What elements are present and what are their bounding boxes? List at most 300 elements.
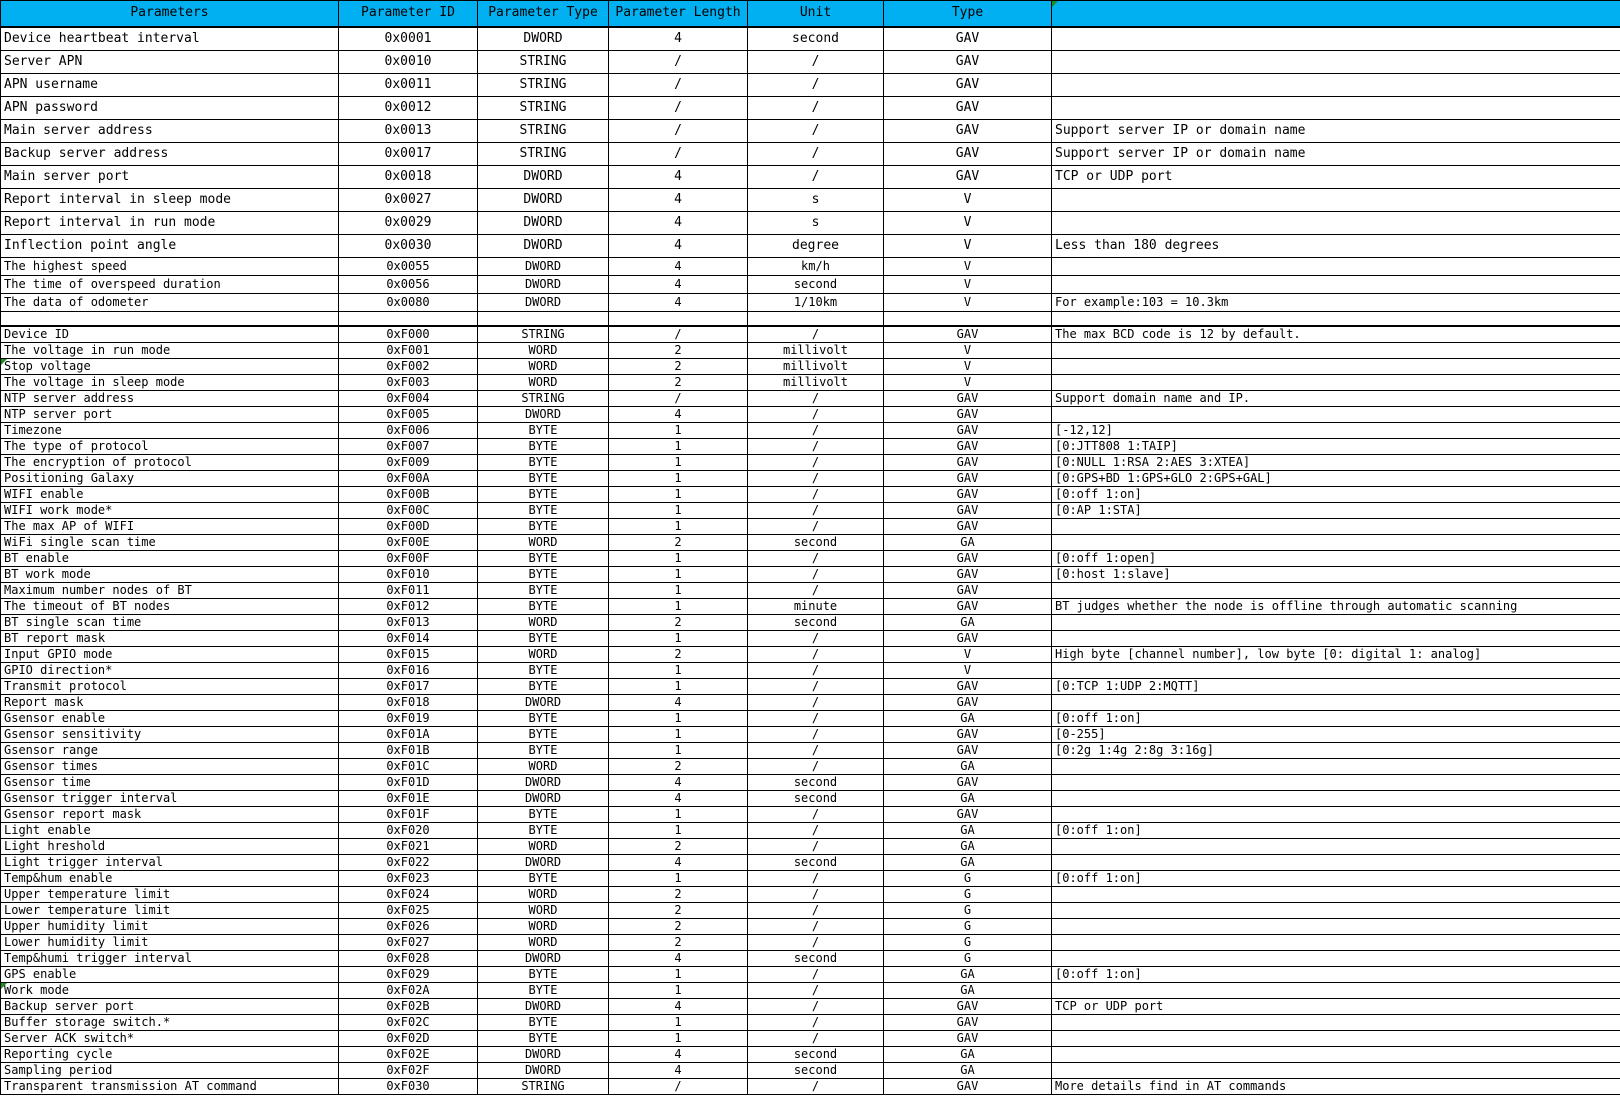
table-cell[interactable]: [609, 1079, 748, 1095]
table-cell[interactable]: [609, 1031, 748, 1047]
table-cell[interactable]: [609, 487, 748, 503]
table-cell[interactable]: [884, 343, 1052, 359]
table-cell[interactable]: [1, 519, 339, 535]
table-cell[interactable]: [478, 727, 609, 743]
table-cell[interactable]: [1052, 391, 1620, 407]
table-cell[interactable]: [609, 663, 748, 679]
table-cell[interactable]: [884, 1063, 1052, 1079]
table-cell[interactable]: [478, 823, 609, 839]
table-cell[interactable]: [478, 871, 609, 887]
table-cell[interactable]: [1052, 695, 1620, 711]
table-cell[interactable]: [1, 471, 339, 487]
table-cell[interactable]: [1052, 343, 1620, 359]
table-cell[interactable]: [884, 727, 1052, 743]
table-cell[interactable]: [884, 967, 1052, 983]
table-cell[interactable]: [339, 294, 478, 312]
table-cell[interactable]: [1, 27, 339, 51]
table-cell[interactable]: [609, 647, 748, 663]
table-cell[interactable]: [884, 839, 1052, 855]
table-cell[interactable]: [1052, 439, 1620, 455]
table-cell[interactable]: [1, 235, 339, 258]
table-cell[interactable]: [1052, 711, 1620, 727]
table-cell[interactable]: [1052, 919, 1620, 935]
table-cell[interactable]: [748, 143, 884, 166]
table-cell[interactable]: [609, 631, 748, 647]
table-cell[interactable]: [339, 235, 478, 258]
table-cell[interactable]: [748, 983, 884, 999]
table-cell[interactable]: [339, 823, 478, 839]
table-cell[interactable]: [884, 743, 1052, 759]
table-cell[interactable]: [1052, 999, 1620, 1015]
table-cell[interactable]: [1052, 143, 1620, 166]
table-cell[interactable]: [884, 615, 1052, 631]
table-cell[interactable]: [478, 551, 609, 567]
table-cell[interactable]: [609, 503, 748, 519]
table-cell[interactable]: [339, 599, 478, 615]
table-cell[interactable]: [1, 967, 339, 983]
table-cell[interactable]: [1052, 407, 1620, 423]
table-cell[interactable]: [609, 276, 748, 294]
table-cell[interactable]: [884, 903, 1052, 919]
table-cell[interactable]: [884, 823, 1052, 839]
table-cell[interactable]: [1052, 1079, 1620, 1095]
table-cell[interactable]: [1, 887, 339, 903]
table-cell[interactable]: [748, 823, 884, 839]
table-cell[interactable]: [339, 1079, 478, 1095]
table-cell[interactable]: [884, 759, 1052, 775]
table-cell[interactable]: [1052, 97, 1620, 120]
column-header[interactable]: [1, 1, 339, 28]
table-cell[interactable]: [748, 519, 884, 535]
table-cell[interactable]: [478, 439, 609, 455]
table-cell[interactable]: [339, 359, 478, 375]
table-cell[interactable]: [884, 551, 1052, 567]
table-cell[interactable]: [1052, 759, 1620, 775]
column-header[interactable]: [339, 1, 478, 28]
table-cell[interactable]: [1052, 166, 1620, 189]
table-cell[interactable]: [609, 294, 748, 312]
table-cell[interactable]: [748, 695, 884, 711]
table-cell[interactable]: [1052, 679, 1620, 695]
table-cell[interactable]: [609, 212, 748, 235]
table-cell[interactable]: [884, 27, 1052, 51]
table-cell[interactable]: [339, 695, 478, 711]
table-cell[interactable]: [884, 1031, 1052, 1047]
table-cell[interactable]: [748, 503, 884, 519]
table-cell[interactable]: [884, 503, 1052, 519]
table-cell[interactable]: [1, 727, 339, 743]
table-cell[interactable]: [884, 391, 1052, 407]
table-cell[interactable]: [609, 74, 748, 97]
table-cell[interactable]: [478, 294, 609, 312]
table-cell[interactable]: [339, 775, 478, 791]
table-cell[interactable]: [339, 143, 478, 166]
table-cell[interactable]: [478, 1015, 609, 1031]
table-cell[interactable]: [884, 97, 1052, 120]
table-cell[interactable]: [339, 743, 478, 759]
table-cell[interactable]: [748, 294, 884, 312]
table-cell[interactable]: [1, 343, 339, 359]
table-cell[interactable]: [339, 551, 478, 567]
table-cell[interactable]: [1052, 583, 1620, 599]
table-cell[interactable]: [339, 663, 478, 679]
table-cell[interactable]: [1, 1079, 339, 1095]
table-cell[interactable]: [884, 951, 1052, 967]
table-cell[interactable]: [884, 1015, 1052, 1031]
table-cell[interactable]: [884, 791, 1052, 807]
table-cell[interactable]: [1052, 189, 1620, 212]
table-cell[interactable]: [748, 791, 884, 807]
table-cell[interactable]: [609, 455, 748, 471]
table-cell[interactable]: [478, 312, 609, 327]
table-cell[interactable]: [1, 567, 339, 583]
table-cell[interactable]: [1, 551, 339, 567]
table-cell[interactable]: [339, 535, 478, 551]
table-cell[interactable]: [339, 983, 478, 999]
table-cell[interactable]: [1, 74, 339, 97]
table-cell[interactable]: [339, 647, 478, 663]
table-cell[interactable]: [884, 583, 1052, 599]
table-cell[interactable]: [609, 235, 748, 258]
column-header[interactable]: [478, 1, 609, 28]
table-cell[interactable]: [478, 663, 609, 679]
table-cell[interactable]: [1052, 551, 1620, 567]
table-cell[interactable]: [339, 727, 478, 743]
table-cell[interactable]: [339, 407, 478, 423]
table-cell[interactable]: [478, 1063, 609, 1079]
table-cell[interactable]: [1052, 839, 1620, 855]
table-cell[interactable]: [478, 711, 609, 727]
table-cell[interactable]: [339, 189, 478, 212]
table-cell[interactable]: [478, 235, 609, 258]
table-cell[interactable]: [748, 166, 884, 189]
table-cell[interactable]: [478, 503, 609, 519]
table-cell[interactable]: [1052, 1015, 1620, 1031]
table-cell[interactable]: [609, 951, 748, 967]
table-cell[interactable]: [1, 439, 339, 455]
table-cell[interactable]: [339, 871, 478, 887]
table-cell[interactable]: [478, 258, 609, 276]
table-cell[interactable]: [1052, 903, 1620, 919]
table-cell[interactable]: [884, 166, 1052, 189]
table-cell[interactable]: [1052, 471, 1620, 487]
table-cell[interactable]: [339, 27, 478, 51]
table-cell[interactable]: [1052, 807, 1620, 823]
table-cell[interactable]: [339, 711, 478, 727]
table-cell[interactable]: [478, 535, 609, 551]
table-cell[interactable]: [748, 189, 884, 212]
table-cell[interactable]: [339, 1015, 478, 1031]
table-cell[interactable]: [609, 599, 748, 615]
table-cell[interactable]: [1, 189, 339, 212]
table-cell[interactable]: [339, 97, 478, 120]
table-cell[interactable]: [884, 871, 1052, 887]
table-cell[interactable]: [609, 189, 748, 212]
table-cell[interactable]: [478, 97, 609, 120]
table-cell[interactable]: [339, 567, 478, 583]
table-cell[interactable]: [339, 455, 478, 471]
table-cell[interactable]: [1052, 258, 1620, 276]
table-cell[interactable]: [1, 743, 339, 759]
table-cell[interactable]: [339, 276, 478, 294]
table-cell[interactable]: [1052, 276, 1620, 294]
table-cell[interactable]: [1052, 51, 1620, 74]
table-cell[interactable]: [609, 727, 748, 743]
table-cell[interactable]: [1052, 775, 1620, 791]
table-cell[interactable]: [609, 695, 748, 711]
table-cell[interactable]: [339, 343, 478, 359]
table-cell[interactable]: [1052, 727, 1620, 743]
table-cell[interactable]: [748, 326, 884, 343]
table-cell[interactable]: [748, 407, 884, 423]
table-cell[interactable]: [339, 759, 478, 775]
table-cell[interactable]: [609, 359, 748, 375]
table-cell[interactable]: [1, 97, 339, 120]
table-cell[interactable]: [748, 663, 884, 679]
table-cell[interactable]: [884, 455, 1052, 471]
table-cell[interactable]: [748, 455, 884, 471]
table-cell[interactable]: [1052, 235, 1620, 258]
table-cell[interactable]: [478, 615, 609, 631]
table-cell[interactable]: [609, 967, 748, 983]
table-cell[interactable]: [339, 1047, 478, 1063]
table-cell[interactable]: [1, 711, 339, 727]
table-cell[interactable]: [478, 359, 609, 375]
table-cell[interactable]: [478, 519, 609, 535]
table-cell[interactable]: [609, 97, 748, 120]
table-cell[interactable]: [609, 743, 748, 759]
table-cell[interactable]: [1, 276, 339, 294]
table-cell[interactable]: [609, 567, 748, 583]
table-cell[interactable]: [1, 212, 339, 235]
table-cell[interactable]: [748, 258, 884, 276]
table-cell[interactable]: [884, 439, 1052, 455]
table-cell[interactable]: [339, 326, 478, 343]
table-cell[interactable]: [748, 97, 884, 120]
table-cell[interactable]: [1, 503, 339, 519]
column-header[interactable]: [748, 1, 884, 28]
table-cell[interactable]: [609, 519, 748, 535]
column-header[interactable]: [1052, 1, 1620, 28]
table-cell[interactable]: [478, 903, 609, 919]
table-cell[interactable]: [1, 999, 339, 1015]
table-cell[interactable]: [1, 951, 339, 967]
table-cell[interactable]: [884, 487, 1052, 503]
table-cell[interactable]: [884, 189, 1052, 212]
table-cell[interactable]: [1, 1015, 339, 1031]
table-cell[interactable]: [1052, 887, 1620, 903]
table-cell[interactable]: [1052, 120, 1620, 143]
table-cell[interactable]: [609, 615, 748, 631]
table-cell[interactable]: [1, 647, 339, 663]
table-cell[interactable]: [748, 919, 884, 935]
table-cell[interactable]: [748, 375, 884, 391]
table-cell[interactable]: [1, 935, 339, 951]
table-cell[interactable]: [1, 51, 339, 74]
table-cell[interactable]: [1052, 967, 1620, 983]
table-cell[interactable]: [1052, 791, 1620, 807]
table-cell[interactable]: [339, 439, 478, 455]
table-cell[interactable]: [609, 51, 748, 74]
table-cell[interactable]: [609, 166, 748, 189]
table-cell[interactable]: [1, 143, 339, 166]
table-cell[interactable]: [478, 839, 609, 855]
table-cell[interactable]: [884, 711, 1052, 727]
table-cell[interactable]: [339, 51, 478, 74]
table-cell[interactable]: [478, 212, 609, 235]
table-cell[interactable]: [609, 535, 748, 551]
table-cell[interactable]: [748, 935, 884, 951]
table-cell[interactable]: [1052, 503, 1620, 519]
table-cell[interactable]: [609, 1015, 748, 1031]
table-cell[interactable]: [609, 855, 748, 871]
table-cell[interactable]: [1052, 212, 1620, 235]
table-cell[interactable]: [1052, 871, 1620, 887]
table-cell[interactable]: [609, 791, 748, 807]
table-cell[interactable]: [609, 583, 748, 599]
table-cell[interactable]: [748, 839, 884, 855]
table-cell[interactable]: [1, 166, 339, 189]
table-cell[interactable]: [478, 27, 609, 51]
table-cell[interactable]: [884, 663, 1052, 679]
table-cell[interactable]: [1, 1047, 339, 1063]
table-cell[interactable]: [748, 391, 884, 407]
table-cell[interactable]: [478, 567, 609, 583]
table-cell[interactable]: [884, 407, 1052, 423]
table-cell[interactable]: [748, 775, 884, 791]
table-cell[interactable]: [748, 1079, 884, 1095]
table-cell[interactable]: [478, 326, 609, 343]
table-cell[interactable]: [748, 679, 884, 695]
table-cell[interactable]: [478, 759, 609, 775]
table-cell[interactable]: [1052, 312, 1620, 327]
table-cell[interactable]: [1, 258, 339, 276]
table-cell[interactable]: [1052, 74, 1620, 97]
table-cell[interactable]: [1, 487, 339, 503]
table-cell[interactable]: [1, 391, 339, 407]
table-cell[interactable]: [339, 375, 478, 391]
table-cell[interactable]: [748, 487, 884, 503]
table-cell[interactable]: [884, 143, 1052, 166]
table-cell[interactable]: [748, 615, 884, 631]
table-cell[interactable]: [1, 775, 339, 791]
table-cell[interactable]: [748, 359, 884, 375]
table-cell[interactable]: [339, 679, 478, 695]
table-cell[interactable]: [1052, 615, 1620, 631]
table-cell[interactable]: [884, 359, 1052, 375]
table-cell[interactable]: [609, 919, 748, 935]
table-cell[interactable]: [339, 503, 478, 519]
table-cell[interactable]: [884, 258, 1052, 276]
table-cell[interactable]: [609, 887, 748, 903]
table-cell[interactable]: [1052, 743, 1620, 759]
table-cell[interactable]: [609, 759, 748, 775]
table-cell[interactable]: [884, 919, 1052, 935]
table-cell[interactable]: [609, 551, 748, 567]
table-cell[interactable]: [478, 487, 609, 503]
table-cell[interactable]: [609, 471, 748, 487]
table-cell[interactable]: [748, 212, 884, 235]
table-cell[interactable]: [478, 791, 609, 807]
table-cell[interactable]: [884, 294, 1052, 312]
table-cell[interactable]: [884, 935, 1052, 951]
table-cell[interactable]: [1, 120, 339, 143]
table-cell[interactable]: [1, 983, 339, 999]
column-header[interactable]: [609, 1, 748, 28]
table-cell[interactable]: [884, 679, 1052, 695]
table-cell[interactable]: [478, 74, 609, 97]
table-cell[interactable]: [478, 343, 609, 359]
table-cell[interactable]: [339, 791, 478, 807]
table-cell[interactable]: [609, 258, 748, 276]
table-cell[interactable]: [748, 312, 884, 327]
table-cell[interactable]: [1, 294, 339, 312]
table-cell[interactable]: [1, 1031, 339, 1047]
table-cell[interactable]: [748, 631, 884, 647]
table-cell[interactable]: [884, 120, 1052, 143]
table-cell[interactable]: [1052, 663, 1620, 679]
table-cell[interactable]: [748, 1031, 884, 1047]
table-cell[interactable]: [1052, 359, 1620, 375]
table-cell[interactable]: [1052, 519, 1620, 535]
table-cell[interactable]: [1, 791, 339, 807]
table-cell[interactable]: [478, 983, 609, 999]
table-cell[interactable]: [884, 471, 1052, 487]
table-cell[interactable]: [339, 855, 478, 871]
table-cell[interactable]: [884, 855, 1052, 871]
table-cell[interactable]: [1, 663, 339, 679]
table-cell[interactable]: [748, 599, 884, 615]
table-cell[interactable]: [1, 823, 339, 839]
table-cell[interactable]: [478, 743, 609, 759]
table-cell[interactable]: [748, 74, 884, 97]
table-cell[interactable]: [748, 647, 884, 663]
table-cell[interactable]: [609, 143, 748, 166]
table-cell[interactable]: [1, 599, 339, 615]
table-cell[interactable]: [748, 711, 884, 727]
table-cell[interactable]: [884, 695, 1052, 711]
table-cell[interactable]: [1052, 487, 1620, 503]
table-cell[interactable]: [478, 1031, 609, 1047]
table-cell[interactable]: [1052, 855, 1620, 871]
table-cell[interactable]: [478, 423, 609, 439]
table-cell[interactable]: [1052, 823, 1620, 839]
table-cell[interactable]: [1, 312, 339, 327]
table-cell[interactable]: [478, 276, 609, 294]
table-cell[interactable]: [1, 631, 339, 647]
table-cell[interactable]: [339, 519, 478, 535]
table-cell[interactable]: [339, 1031, 478, 1047]
table-cell[interactable]: [339, 887, 478, 903]
table-cell[interactable]: [748, 51, 884, 74]
table-cell[interactable]: [1, 903, 339, 919]
table-cell[interactable]: [748, 999, 884, 1015]
table-cell[interactable]: [478, 887, 609, 903]
table-cell[interactable]: [609, 375, 748, 391]
table-cell[interactable]: [748, 743, 884, 759]
table-cell[interactable]: [478, 855, 609, 871]
table-cell[interactable]: [339, 919, 478, 935]
table-cell[interactable]: [884, 999, 1052, 1015]
table-cell[interactable]: [748, 855, 884, 871]
table-cell[interactable]: [748, 235, 884, 258]
table-cell[interactable]: [609, 679, 748, 695]
table-cell[interactable]: [478, 807, 609, 823]
table-cell[interactable]: [884, 631, 1052, 647]
table-cell[interactable]: [748, 871, 884, 887]
table-cell[interactable]: [339, 631, 478, 647]
table-cell[interactable]: [1, 583, 339, 599]
